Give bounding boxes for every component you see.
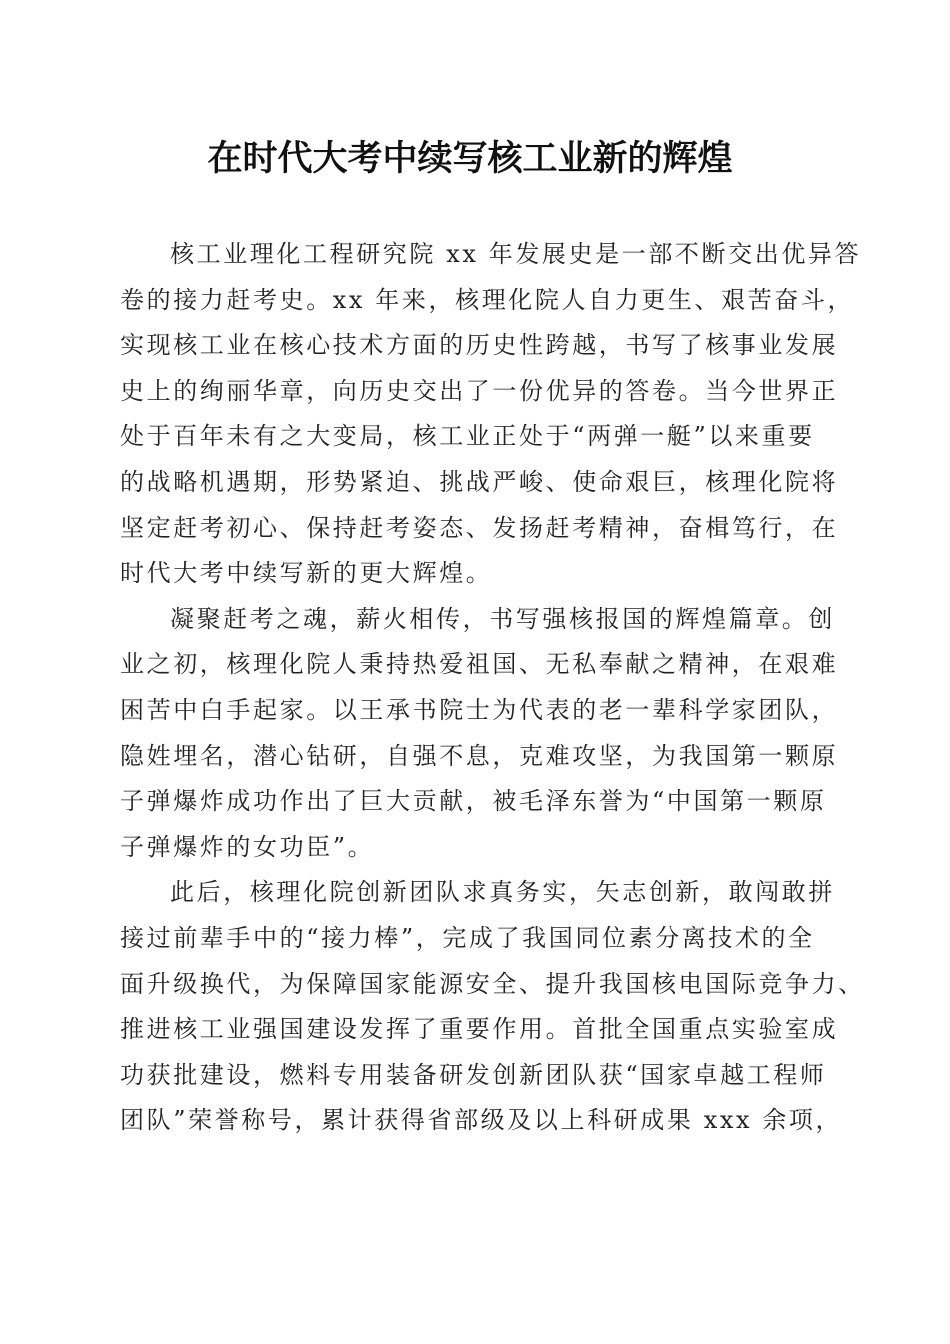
paragraph-1-line-5: 处于百年未有之大变局，核工业正处于“两弹一艇”以来重要 xyxy=(120,422,815,451)
paragraph-1-line-3: 实现核工业在核心技术方面的历史性跨越，书写了核事业发展 xyxy=(120,331,839,360)
paragraph-2-line-6: 子弹爆炸的女功臣”。 xyxy=(120,832,375,861)
paragraph-3-line-1: 此后，核理化院创新团队求真务实，矢志创新，敢闯敢拼 xyxy=(170,878,835,907)
paragraph-1-line-4: 史上的绚丽华章，向历史交出了一份优异的答卷。当今世界正 xyxy=(120,376,839,405)
paragraph-2-line-5: 子弹爆炸成功作出了巨大贡献，被毛泽东誉为“中国第一颗原 xyxy=(120,787,827,816)
document-body xyxy=(120,232,865,1144)
paragraph-2-line-2: 业之初，核理化院人秉持热爱祖国、无私奉献之精神，在艰难 xyxy=(120,650,839,679)
paragraph-1-line-8: 时代大考中续写新的更大辉煌。 xyxy=(120,559,493,588)
document-title: 在时代大考中续写核工业新的辉煌 xyxy=(207,138,733,179)
paragraph-2-line-3: 困苦中白手起家。以王承书院士为代表的老一辈科学家团队， xyxy=(120,695,839,724)
paragraph-3-line-5: 功获批建设，燃料专用装备研发创新团队获“国家卓越工程师 xyxy=(120,1060,827,1089)
paragraph-1-line-7: 坚定赶考初心、保持赶考姿态、发扬赶考精神，奋楫笃行，在 xyxy=(120,513,839,542)
paragraph-1-line-6: 的战略机遇期，形势紧迫、挑战严峻、使命艰巨，核理化院将 xyxy=(120,467,839,496)
paragraph-1-line-2: 卷的接力赶考史。xx 年来，核理化院人自力更生、艰苦奋斗， xyxy=(120,285,855,314)
paragraph-3-line-4: 推进核工业强国建设发挥了重要作用。首批全国重点实验室成 xyxy=(120,1015,839,1044)
paragraph-3-line-3: 面升级换代，为保障国家能源安全、提升我国核电国际竞争力、 xyxy=(120,969,865,998)
paragraph-2-line-1: 凝聚赶考之魂，薪火相传，书写强核报国的辉煌篇章。创 xyxy=(170,604,835,633)
paragraph-3-line-2: 接过前辈手中的“接力棒”，完成了我国同位素分离技术的全 xyxy=(120,923,815,952)
paragraph-1-line-1: 核工业理化工程研究院 xx 年发展史是一部不断交出优异答 xyxy=(170,240,862,268)
paragraph-2-line-4: 隐姓埋名，潜心钻研，自强不息，克难攻坚，为我国第一颗原 xyxy=(120,741,839,770)
paragraph-3-line-6: 团队”荣誉称号，累计获得省部级及以上科研成果 xxx 余项， xyxy=(120,1106,843,1135)
